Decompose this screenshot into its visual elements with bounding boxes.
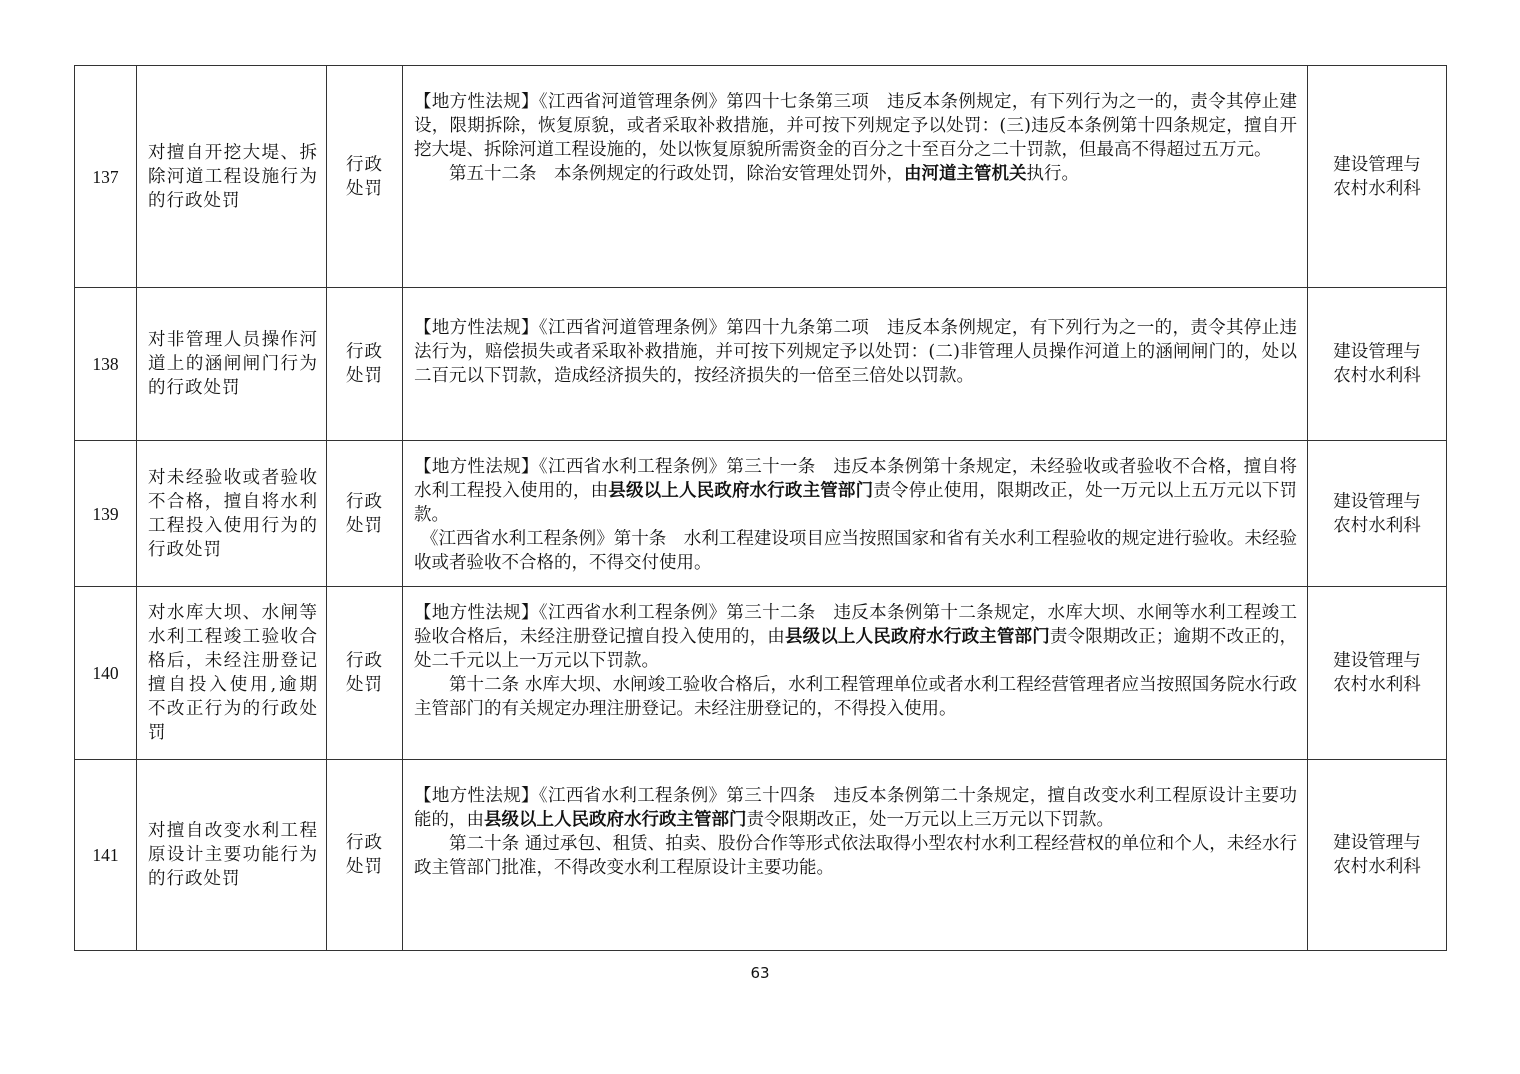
penalty-type	[327, 587, 403, 760]
row-number: 138	[75, 288, 137, 441]
legal-basis-text: 【地方性法规】《江西省水利工程条例》第三十一条 违反本条例第十条规定，未经验收或者验收不合格，擅自将水利工程投入使用的，由	[414, 457, 1297, 501]
legal-basis-text: 第十二条 水库大坝、水闸竣工验收合格后，水利工程管理单位或者水利工程经营管理者应当按照国务院水行政主管部门的有关规定办理注册登记。未经注册登记的，不得投入使用。	[414, 675, 1297, 719]
legal-basis-text: 【地方性法规】《江西省河道管理条例》第四十七条第三项 违反本条例规定，有下列行为之一的，责令其停止建设，限期拆除，恢复原貌，或者采取补救措施，并可按下列规定予以处罚：(三)违反本条例第十四条规定，擅自开挖大堤、拆除河道工程设施的，处以恢复原貌所需资金的百分之十至百分之二十罚款，但最高不得超过五万元。	[414, 92, 1297, 160]
item-name-text: 对擅自开挖大堤、拆除河道工程设施行为的行政处罚	[148, 142, 318, 211]
department-text: 建设管理与农村水利科	[1333, 491, 1421, 536]
department	[1308, 66, 1447, 288]
legal-basis-text: 责令停止使用，限期改正，处一万元以上五万元以下罚款。	[414, 481, 1298, 525]
item-name	[137, 66, 327, 288]
legal-basis-bold-text: 县级以上人民政府水行政主管部门	[608, 481, 874, 501]
legal-basis	[403, 66, 1308, 288]
legal-basis-bold-text: 县级以上人民政府水行政主管部门	[484, 810, 747, 830]
legal-basis	[403, 441, 1308, 587]
legal-basis-text: 【地方性法规】《江西省水利工程条例》第三十四条 违反本条例第二十条规定，擅自改变水利工程原设计主要功能的，由	[414, 786, 1297, 830]
table-row	[75, 760, 1447, 951]
legal-basis-text: 执行。	[1026, 164, 1079, 184]
department	[1308, 760, 1447, 951]
department	[1308, 288, 1447, 441]
legal-basis-text: 责令限期改正，处一万元以上三万元以下罚款。	[746, 810, 1114, 830]
legal-basis-bold-text: 由河道主管机关	[904, 164, 1027, 184]
row-number: 140	[75, 587, 137, 760]
item-name	[137, 288, 327, 441]
item-name-text: 对未经验收或者验收不合格，擅自将水利工程投入使用行为的行政处罚	[148, 467, 318, 560]
department-text: 建设管理与农村水利科	[1333, 342, 1421, 386]
department-text: 建设管理与农村水利科	[1333, 154, 1421, 199]
legal-basis	[403, 760, 1308, 951]
item-name-text: 对擅自改变水利工程原设计主要功能行为的行政处罚	[148, 821, 318, 889]
penalty-type	[327, 288, 403, 441]
legal-basis-text: 【地方性法规】《江西省水利工程条例》第三十二条 违反本条例第十二条规定，水库大坝、水闸等水利工程竣工验收合格后，未经注册登记擅自投入使用的，由	[414, 603, 1297, 647]
legal-basis-text: 《江西省水利工程条例》第十条 水利工程建设项目应当按照国家和省有关水利工程验收的规定进行验收。未经验收或者验收不合格的，不得交付使用。	[414, 529, 1297, 573]
penalty-type-text: 行政处罚	[346, 651, 383, 695]
legal-basis-paragraph	[414, 601, 1297, 673]
department-text: 建设管理与农村水利科	[1333, 651, 1421, 695]
row-number: 141	[75, 760, 137, 951]
penalty-type-text: 行政处罚	[346, 491, 383, 536]
table-row	[75, 587, 1447, 760]
row-number: 137	[75, 66, 137, 288]
legal-basis-paragraph	[414, 832, 1297, 880]
penalty-type-text: 行政处罚	[346, 833, 383, 877]
table-body	[75, 66, 1447, 951]
legal-basis-paragraph	[414, 673, 1297, 721]
item-name	[137, 587, 327, 760]
legal-basis-text: 第五十二条 本条例规定的行政处罚，除治安管理处罚外，	[449, 164, 904, 184]
legal-basis-paragraph	[414, 527, 1297, 575]
penalty-type-text: 行政处罚	[346, 154, 383, 199]
penalty-type	[327, 441, 403, 587]
legal-basis-paragraph	[414, 784, 1297, 832]
legal-basis	[403, 288, 1308, 441]
legal-basis	[403, 587, 1308, 760]
row-number: 139	[75, 441, 137, 587]
department-text: 建设管理与农村水利科	[1333, 833, 1421, 877]
table-row	[75, 288, 1447, 441]
item-name-text: 对水库大坝、水闸等水利工程竣工验收合格后，未经注册登记擅自投入使用,逾期不改正行为的行政处罚	[148, 603, 318, 743]
legal-basis-paragraph	[414, 316, 1297, 388]
page-number: 63	[750, 964, 770, 982]
law-table	[74, 65, 1447, 951]
penalty-type	[327, 760, 403, 951]
table-row	[75, 441, 1447, 587]
legal-basis-text: 第二十条 通过承包、租赁、拍卖、股份合作等形式依法取得小型农村水利工程经营权的单位和个人，未经水行政主管部门批准，不得改变水利工程原设计主要功能。	[414, 834, 1297, 878]
department	[1308, 441, 1447, 587]
legal-basis-bold-text: 县级以上人民政府水行政主管部门	[784, 627, 1050, 647]
item-name	[137, 760, 327, 951]
penalty-type-text: 行政处罚	[346, 342, 383, 386]
legal-basis-paragraph	[414, 162, 1297, 186]
legal-basis-paragraph	[414, 90, 1297, 162]
penalty-type	[327, 66, 403, 288]
department	[1308, 587, 1447, 760]
legal-basis-text: 责令限期改正；逾期不改正的，处二千元以上一万元以下罚款。	[414, 627, 1298, 671]
table-row	[75, 66, 1447, 288]
legal-basis-paragraph	[414, 455, 1297, 527]
legal-basis-text: 【地方性法规】《江西省河道管理条例》第四十九条第二项 违反本条例规定，有下列行为之一的，责令其停止违法行为，赔偿损失或者采取补救措施，并可按下列规定予以处罚：(二)非管理人员操作河道上的涵闸闸门的，处以二百元以下罚款，造成经济损失的，按经济损失的一倍至三倍处以罚款。	[414, 318, 1297, 386]
item-name	[137, 441, 327, 587]
item-name-text: 对非管理人员操作河道上的涵闸闸门行为的行政处罚	[148, 330, 318, 398]
